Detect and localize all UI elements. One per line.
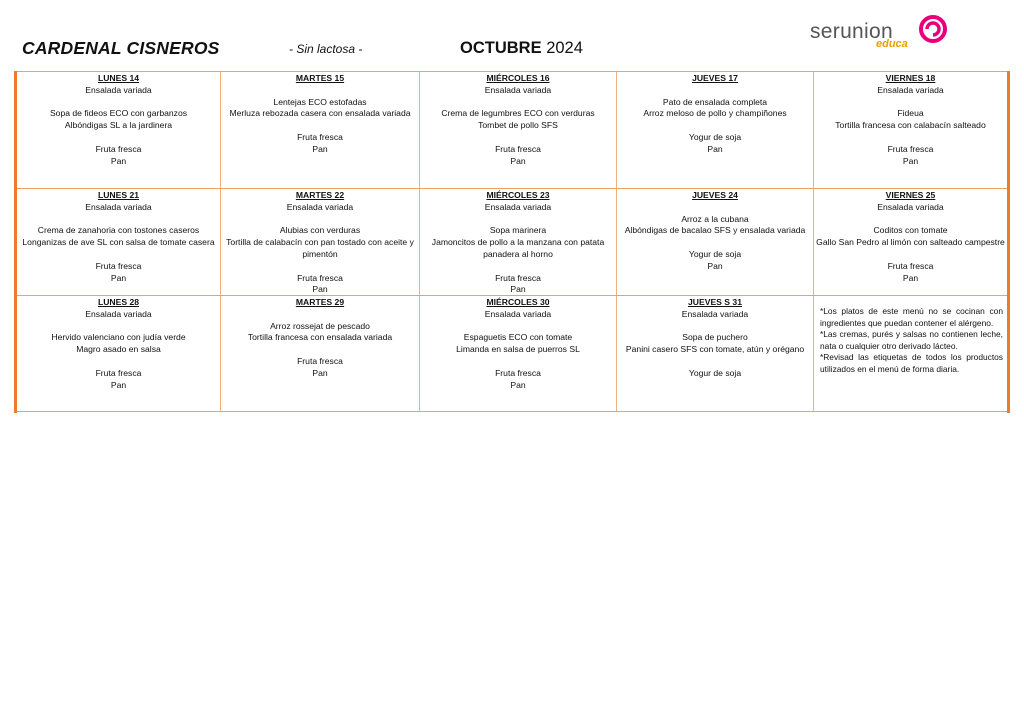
day-cell xyxy=(814,189,1007,295)
menu-item: Fruta fresca xyxy=(297,272,343,283)
menu-item: Ensalada variada xyxy=(484,308,552,319)
day-cell xyxy=(420,72,617,188)
menu-item: Tortilla francesa con calabacín salteado xyxy=(835,120,986,131)
menu-item xyxy=(814,132,1007,144)
menu-item xyxy=(17,356,220,368)
menu-item xyxy=(617,321,813,333)
note-line: *Revisad las etiquetas de todos los productos utilizados en el menú de forma diaria. xyxy=(820,352,1003,374)
menu-item: Ensalada variada xyxy=(286,201,354,212)
day-heading: LUNES 14 xyxy=(97,73,140,83)
menu-item: Pan xyxy=(312,284,328,295)
week-row xyxy=(17,188,1007,295)
menu-item: Fruta fresca xyxy=(95,260,142,271)
day-cell xyxy=(221,72,420,188)
menu-item: Ensalada variada xyxy=(877,201,944,212)
day-cell xyxy=(420,296,617,411)
day-heading: MIÉRCOLES 30 xyxy=(486,297,550,307)
diet-label: - Sin lactosa - xyxy=(289,42,363,56)
menu-item: Ensalada variada xyxy=(85,308,152,319)
menu-item: Lentejas ECO estofadas xyxy=(273,96,367,107)
day-heading: JUEVES 24 xyxy=(692,190,738,200)
day-heading: VIERNES 25 xyxy=(885,190,936,200)
menu-item: Fideua xyxy=(897,108,924,119)
day-cell xyxy=(221,296,420,411)
menu-item: Ensalada variada xyxy=(877,84,944,95)
menu-item: Yogur de soja xyxy=(688,248,742,259)
menu-item xyxy=(221,261,419,273)
month-label: OCTUBRE xyxy=(460,39,542,57)
menu-item: Coditos con tomate xyxy=(873,225,948,236)
menu-item: Pan xyxy=(510,155,526,166)
day-heading: LUNES 28 xyxy=(97,297,140,307)
menu-item: Pan xyxy=(707,143,723,154)
menu-item xyxy=(17,249,220,261)
menu-item xyxy=(17,97,220,109)
menu-item: Jamoncitos de pollo a la manzana con patata panadera al horno xyxy=(431,237,605,259)
menu-item xyxy=(617,202,813,214)
menu-item xyxy=(617,356,813,368)
day-cell xyxy=(617,72,814,188)
menu-item: Ensalada variada xyxy=(681,308,749,319)
menu-item xyxy=(420,321,616,333)
menu-item: Fruta fresca xyxy=(495,272,541,283)
menu-item: Arroz meloso de pollo y champiñones xyxy=(643,108,787,119)
menu-item: Yogur de soja xyxy=(688,367,742,378)
logo-brand: serunion xyxy=(810,20,893,43)
menu-item xyxy=(617,120,813,132)
day-cell xyxy=(17,72,221,188)
menu-item xyxy=(221,309,419,321)
menu-item: Pan xyxy=(312,367,328,378)
menu-item xyxy=(420,132,616,144)
day-cell xyxy=(617,189,814,295)
menu-item: Fruta fresca xyxy=(495,143,541,154)
menu-item xyxy=(814,249,1007,261)
menu-item xyxy=(617,237,813,249)
logo-sub: educa xyxy=(876,38,908,50)
day-heading: MARTES 22 xyxy=(295,190,345,200)
menu-item: Magro asado en salsa xyxy=(76,344,161,355)
menu-item xyxy=(814,97,1007,109)
day-heading: JUEVES 17 xyxy=(692,73,738,83)
menu-item xyxy=(420,214,616,226)
menu-item: Gallo San Pedro al limón con salteado campestre xyxy=(816,237,1005,248)
menu-item: Sopa de puchero xyxy=(682,332,748,343)
day-cell xyxy=(17,189,221,295)
day-heading: LUNES 21 xyxy=(97,190,140,200)
menu-item: Pato de ensalada completa xyxy=(662,96,768,107)
day-heading: MIÉRCOLES 16 xyxy=(486,73,550,83)
menu-item: Yogur de soja xyxy=(688,131,742,142)
menu-item: Ensalada variada xyxy=(484,84,552,95)
menu-item: Pan xyxy=(110,155,127,166)
note-line: *Los platos de este menú no se cocinan con ingredientes que puedan contener el alérgeno. xyxy=(820,306,1003,328)
year-label: 2024 xyxy=(546,39,583,57)
menu-item xyxy=(17,214,220,226)
menu-item: Tombet de pollo SFS xyxy=(478,120,558,131)
menu-item: Fruta fresca xyxy=(887,143,934,154)
menu-item: Pan xyxy=(110,272,127,283)
menu-item: Ensalada variada xyxy=(484,201,552,212)
menu-item: Fruta fresca xyxy=(95,143,142,154)
menu-item: Espaguetis ECO con tomate xyxy=(463,332,573,343)
menu-item: Longanizas de ave SL con salsa de tomate casera xyxy=(22,237,215,248)
menu-item xyxy=(420,261,616,273)
menu-grid xyxy=(14,71,1010,413)
day-heading: JUEVES S 31 xyxy=(688,297,742,307)
menu-item: Panini casero SFS con tomate, atún y orégano xyxy=(625,344,805,355)
menu-item: Alubias con verduras xyxy=(279,225,361,236)
day-heading: MIÉRCOLES 23 xyxy=(486,190,550,200)
menu-item xyxy=(221,344,419,356)
week-row xyxy=(17,295,1007,412)
page-header xyxy=(0,0,1024,66)
menu-item: Pan xyxy=(312,143,328,154)
menu-item: Ensalada variada xyxy=(85,84,152,95)
menu-item xyxy=(221,120,419,132)
day-cell xyxy=(420,189,617,295)
note-line: *Las cremas, purés y salsas no contienen leche, nata o cualquier otro derivado lácteo. xyxy=(820,329,1003,351)
menu-item xyxy=(420,97,616,109)
day-heading: MARTES 15 xyxy=(295,73,345,83)
serunion-logo xyxy=(808,14,948,52)
allergen-note xyxy=(814,296,1007,411)
day-cell xyxy=(617,296,814,411)
menu-item xyxy=(221,214,419,226)
menu-item: Arroz rossejat de pescado xyxy=(270,320,370,331)
menu-item: Fruta fresca xyxy=(887,260,934,271)
menu-item: Pan xyxy=(902,155,919,166)
menu-item: Pan xyxy=(707,260,723,271)
menu-item xyxy=(17,321,220,333)
menu-item: Fruta fresca xyxy=(95,367,142,378)
menu-item: Crema de zanahoria con tostones caseros xyxy=(37,225,200,236)
week-row xyxy=(17,71,1007,188)
menu-item: Albóndigas SL a la jardinera xyxy=(64,120,173,131)
menu-item: Fruta fresca xyxy=(297,355,343,366)
menu-item: Limanda en salsa de puerros SL xyxy=(456,344,580,355)
menu-item xyxy=(814,214,1007,226)
menu-item: Merluza rebozada casera con ensalada variada xyxy=(229,108,411,119)
menu-item: Fruta fresca xyxy=(297,131,343,142)
day-heading: MARTES 29 xyxy=(295,297,345,307)
menu-item: Arroz a la cubana xyxy=(681,213,749,224)
menu-item xyxy=(420,356,616,368)
menu-item: Sopa marinera xyxy=(489,225,547,236)
school-name: CARDENAL CISNEROS xyxy=(22,38,220,58)
menu-item: Pan xyxy=(902,272,919,283)
menu-item: Hervido valenciano con judía verde xyxy=(51,332,186,343)
menu-item: Crema de legumbres ECO con verduras xyxy=(441,108,595,119)
menu-item: Pan xyxy=(110,379,127,390)
day-cell xyxy=(814,72,1007,188)
day-cell xyxy=(17,296,221,411)
menu-item xyxy=(17,132,220,144)
day-cell xyxy=(221,189,420,295)
menu-item: Albóndigas de bacalao SFS y ensalada variada xyxy=(624,225,806,236)
menu-item xyxy=(221,85,419,97)
menu-item: Pan xyxy=(510,379,526,390)
menu-item: Ensalada variada xyxy=(85,201,152,212)
month-year xyxy=(460,39,583,58)
menu-item: Sopa de fideos ECO con garbanzos xyxy=(49,108,188,119)
menu-item: Pan xyxy=(510,284,526,295)
menu-item: Tortilla de calabacín con pan tostado con aceite y pimentón xyxy=(226,237,414,259)
menu-item: Fruta fresca xyxy=(495,367,541,378)
day-heading: VIERNES 18 xyxy=(885,73,936,83)
menu-item xyxy=(617,85,813,97)
menu-item: Tortilla francesa con ensalada variada xyxy=(247,332,393,343)
logo-swirl-icon xyxy=(918,14,948,44)
